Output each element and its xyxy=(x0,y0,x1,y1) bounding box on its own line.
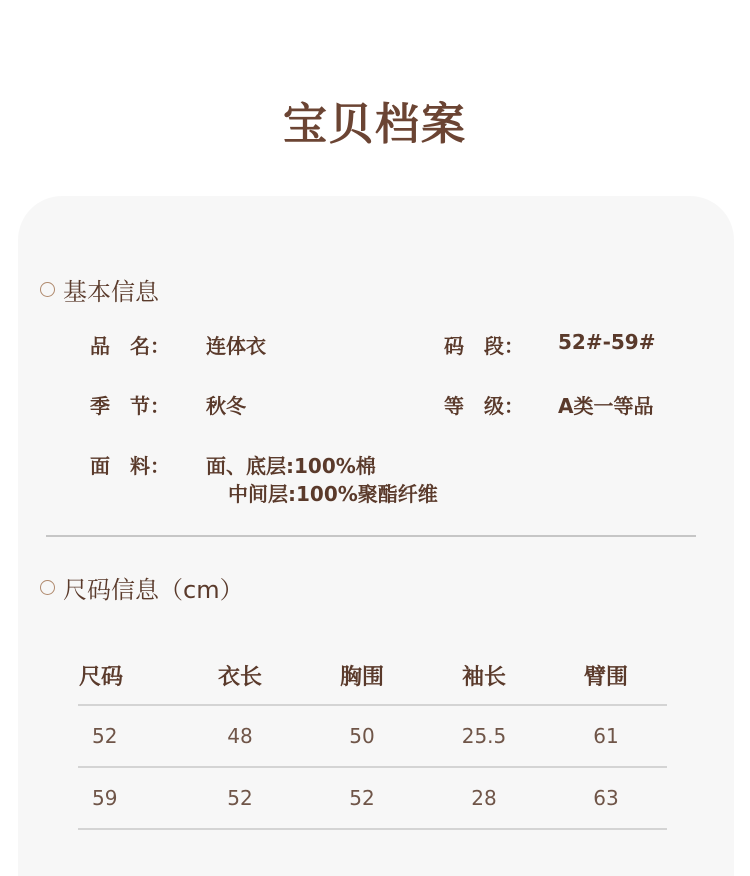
cell-size: 52 xyxy=(92,724,118,748)
grade-label: 等 级： xyxy=(444,394,524,418)
name-label: 品 名： xyxy=(90,334,170,358)
cell-length: 48 xyxy=(227,724,253,748)
cell-size: 59 xyxy=(92,786,118,810)
header-chest: 胸围 xyxy=(339,664,384,690)
season-value: 秋冬 xyxy=(206,394,246,418)
basic-info-heading xyxy=(40,272,159,307)
cell-sleeve: 28 xyxy=(471,786,497,810)
table-row xyxy=(78,704,667,766)
season-label: 季 节： xyxy=(90,394,170,418)
size-info-heading xyxy=(40,570,244,605)
info-card xyxy=(18,196,734,876)
name-value: 连体衣 xyxy=(206,334,266,358)
circle-icon xyxy=(40,282,55,297)
circle-icon xyxy=(40,580,55,595)
basic-info-title: 基本信息 xyxy=(63,278,159,306)
header-arm: 臂围 xyxy=(583,664,628,690)
section-divider xyxy=(46,535,696,537)
header-sleeve: 袖长 xyxy=(461,664,506,690)
cell-length: 52 xyxy=(227,786,253,810)
fabric-line-1: 面、底层:100%棉 xyxy=(206,454,376,478)
cell-chest: 52 xyxy=(349,786,375,810)
table-header xyxy=(78,646,667,704)
cell-arm: 61 xyxy=(593,724,619,748)
cell-sleeve: 25.5 xyxy=(461,724,507,748)
size-info-title: 尺码信息（cm） xyxy=(63,576,244,604)
size-range-value: 52#-59# xyxy=(558,330,656,354)
table-row xyxy=(78,766,667,830)
grade-value: A类一等品 xyxy=(558,394,654,418)
cell-chest: 50 xyxy=(349,724,375,748)
cell-arm: 63 xyxy=(593,786,619,810)
page-title: 宝贝档案 xyxy=(283,99,467,150)
size-range-label: 码 段： xyxy=(444,334,524,358)
header-size: 尺码 xyxy=(79,664,124,690)
fabric-label: 面 料： xyxy=(90,454,170,478)
size-table xyxy=(78,646,667,830)
header-length: 衣长 xyxy=(217,664,262,690)
fabric-line-2: 中间层:100%聚酯纤维 xyxy=(228,482,438,506)
